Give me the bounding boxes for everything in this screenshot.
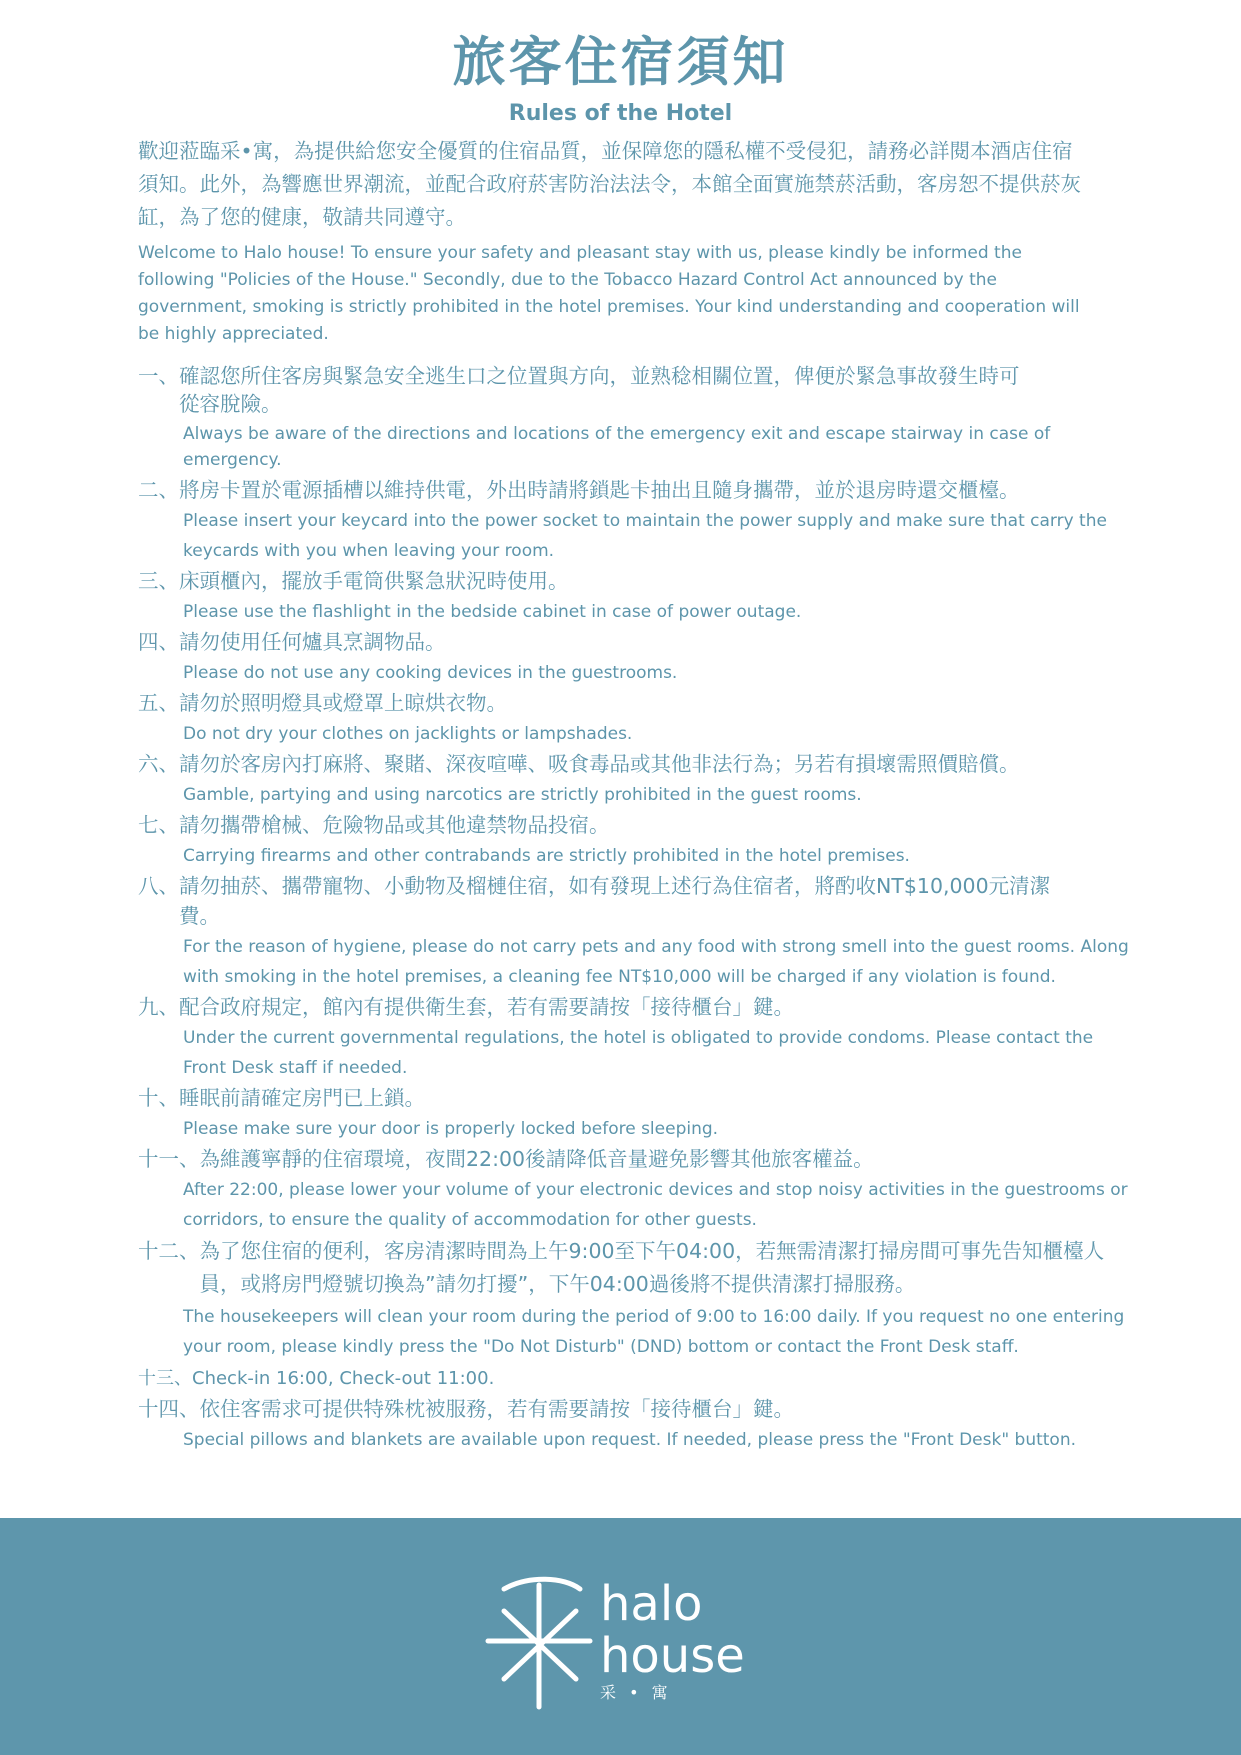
rule-item xyxy=(138,362,1138,473)
rule-chinese: 配合政府規定，館內有提供衛生套，若有需要請按「接待櫃台」鍵。 xyxy=(179,995,794,1019)
rule-chinese: 為了您住宿的便利，客房清潔時間為上午9:00至下午04:00，若無需清潔打掃房間可事先告知櫃檯人員，或將房門燈號切換為”請勿打擾”，下午04:00過後將不提供清潔打掃服務。 xyxy=(199,1239,1105,1296)
rule-number: 十四、 xyxy=(138,1397,200,1421)
rule-number: 四、 xyxy=(138,630,179,654)
logo-chinese-name: 采 • 寓 xyxy=(600,1683,672,1702)
rule-chinese: 請勿抽菸、攜帶寵物、小動物及榴槤住宿，如有發現上述行為住宿者，將酌收NT$10,000元清潔費。 xyxy=(179,874,1051,928)
rule-chinese: Check-in 16:00, Check-out 11:00. xyxy=(192,1368,495,1389)
rule-number: 八、 xyxy=(138,874,179,898)
rule-chinese: 請勿於照明燈具或燈罩上晾烘衣物。 xyxy=(179,691,507,715)
rule-number: 十、 xyxy=(138,1086,179,1110)
rule-number: 一、 xyxy=(138,364,179,388)
rule-number: 二、 xyxy=(138,478,179,502)
rule-number: 九、 xyxy=(138,995,179,1019)
rule-chinese: 床頭櫃內，擺放手電筒供緊急狀況時使用。 xyxy=(179,569,569,593)
rule-item xyxy=(138,749,1138,810)
rule-number: 三、 xyxy=(138,569,179,593)
rule-chinese: 為維護寧靜的住宿環境，夜間22:00後請降低音量避免影響其他旅客權益。 xyxy=(199,1147,874,1171)
rule-item xyxy=(138,1083,1138,1144)
rule-chinese: 將房卡置於電源插槽以維持供電，外出時請將鎖匙卡抽出且隨身攜帶，並於退房時還交櫃檯。 xyxy=(179,478,1020,502)
rule-english: Please make sure your door is properly locked before sleeping. xyxy=(183,1119,719,1139)
logo-word-halo: halo xyxy=(600,1576,703,1632)
rule-item xyxy=(138,871,1138,992)
rule-number: 十一、 xyxy=(138,1147,200,1171)
rule-english: Do not dry your clothes on jacklights or lampshades. xyxy=(183,724,633,744)
rule-english: Please do not use any cooking devices in the guestrooms. xyxy=(183,663,678,683)
rule-chinese: 請勿使用任何爐具烹調物品。 xyxy=(179,630,446,654)
rule-number: 十三、 xyxy=(138,1368,192,1389)
rule-english: The housekeepers will clean your room during the period of 9:00 to 16:00 daily. If you request no one entering your room, please kindly press the "Do Not Disturb" (DND) bottom or contact the Front Desk staff. xyxy=(183,1307,1125,1357)
rule-item xyxy=(138,992,1138,1083)
rule-item xyxy=(138,475,1138,566)
intro-english: Welcome to Halo house! To ensure your safety and pleasant stay with us, please kindly be informed the following "Policies of the House." Secondly, due to the Tobacco Hazard Control Act announced by the government, smoking is strictly prohibited in the hotel premises. Your kind understanding and cooperation will be highly appreciated. xyxy=(138,243,1080,344)
rule-item xyxy=(138,688,1138,749)
rule-english: Special pillows and blankets are available upon request. If needed, please press the "Front Desk" button. xyxy=(183,1430,1077,1450)
rule-item xyxy=(138,1144,1138,1235)
rule-item xyxy=(138,1235,1138,1362)
brand-logo-text xyxy=(600,1576,745,1684)
page-subtitle: Rules of the Hotel xyxy=(508,101,733,126)
rule-chinese: 請勿攜帶槍械、危險物品或其他違禁物品投宿。 xyxy=(179,813,610,837)
rule-english: Carrying firearms and other contrabands are strictly prohibited in the hotel premises. xyxy=(183,846,910,866)
rule-english: Please insert your keycard into the power socket to maintain the power supply and make sure that carry the keycards with you when leaving your room. xyxy=(183,511,1107,561)
rule-item xyxy=(138,810,1138,871)
rule-number: 六、 xyxy=(138,752,179,776)
rule-item xyxy=(138,1364,1138,1394)
rule-number: 五、 xyxy=(138,691,179,715)
rule-item xyxy=(138,1394,1138,1455)
rules-list xyxy=(138,362,1138,1455)
intro-chinese: 歡迎蒞臨采•寓，為提供給您安全優質的住宿品質，並保障您的隱私權不受侵犯，請務必詳閱本酒店住宿須知。此外，為響應世界潮流，並配合政府菸害防治法法令，本館全面實施禁菸活動，客房恕不提供菸灰缸，為了您的健康，敬請共同遵守。 xyxy=(138,139,1081,229)
logo-word-house: house xyxy=(600,1628,745,1684)
rule-english: For the reason of hygiene, please do not carry pets and any food with strong smell into the guest rooms. Along with smoking in the hotel premises, a cleaning fee NT$10,000 will be charged if any violation is found. xyxy=(183,937,1129,987)
rule-number: 七、 xyxy=(138,813,179,837)
rule-chinese: 請勿於客房內打麻將、聚賭、深夜喧嘩、吸食毒品或其他非法行為；另若有損壞需照價賠償。 xyxy=(179,752,1020,776)
rule-english: Gamble, partying and using narcotics are strictly prohibited in the guest rooms. xyxy=(183,785,862,805)
rule-chinese: 睡眠前請確定房門已上鎖。 xyxy=(179,1086,425,1110)
rule-item xyxy=(138,566,1138,627)
rule-english: Always be aware of the directions and locations of the emergency exit and escape stairway in case of emergency. xyxy=(183,424,1051,470)
rule-chinese: 確認您所住客房與緊急安全逃生口之位置與方向，並熟稔相關位置，俾便於緊急事故發生時可從容脫險。 xyxy=(179,364,1020,416)
rule-english: Please use the flashlight in the bedside cabinet in case of power outage. xyxy=(183,602,802,622)
rule-number: 十二、 xyxy=(138,1239,200,1263)
rule-english: Under the current governmental regulations, the hotel is obligated to provide condoms. Please contact the Front Desk staff if needed. xyxy=(183,1028,1094,1078)
rule-item xyxy=(138,627,1138,688)
page-title: 旅客住宿須知 xyxy=(452,32,789,93)
rule-chinese: 依住客需求可提供特殊枕被服務，若有需要請按「接待櫃台」鍵。 xyxy=(199,1397,794,1421)
rule-english: After 22:00, please lower your volume of your electronic devices and stop noisy activities in the guestrooms or corridors, to ensure the quality of accommodation for other guests. xyxy=(183,1180,1128,1230)
halo-star-logo-icon xyxy=(484,1571,594,1711)
